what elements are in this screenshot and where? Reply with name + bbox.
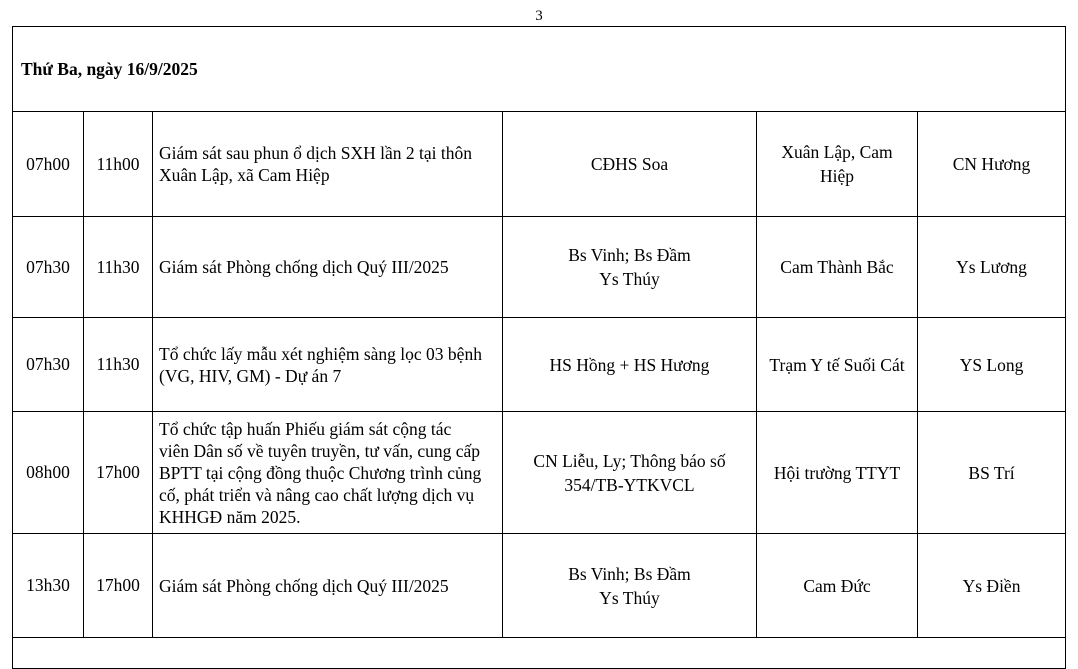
day-heading: Thứ Ba, ngày 16/9/2025 [13, 27, 1066, 112]
location [757, 217, 918, 318]
table-row [13, 217, 1066, 318]
activity-content [153, 112, 503, 217]
activity-content [153, 217, 503, 318]
content-line: (VG, HIV, GM) - Dự án 7 [159, 365, 342, 386]
end-time: 11h30 [84, 318, 153, 412]
content-line: BPTT tại cộng đồng thuộc Chương trình củng [159, 462, 482, 483]
participants-line: Ys Thúy [599, 269, 660, 289]
location-line: Cam Đức [803, 575, 871, 596]
content-line: viên Dân số về tuyên truyền, tư vấn, cung cấp [159, 440, 480, 461]
location-line: Hiệp [819, 166, 855, 186]
participants [503, 534, 757, 638]
location-line: Cam Thành Bắc [780, 257, 894, 277]
in-charge: YS Long [918, 318, 1066, 412]
participants-line: Ys Thúy [599, 587, 660, 608]
location [757, 412, 918, 534]
start-time: 07h00 [13, 112, 84, 217]
start-time: 13h30 [13, 534, 84, 638]
start-time: 08h00 [13, 412, 84, 534]
location [757, 318, 918, 412]
participants-line: Bs Vinh; Bs Đầm [568, 563, 691, 584]
table-row [13, 318, 1066, 412]
content-line: Giám sát Phòng chống dịch Quý III/2025 [159, 575, 449, 596]
participants [503, 318, 757, 412]
start-time: 07h30 [13, 318, 84, 412]
participants-line: CĐHS Soa [590, 154, 669, 174]
table-row [13, 112, 1066, 217]
location-line: Trạm Y tế Suối Cát [769, 354, 905, 375]
content-line: Giám sát Phòng chống dịch Quý III/2025 [159, 257, 449, 277]
end-time: 17h00 [84, 412, 153, 534]
in-charge: Ys Lương [918, 217, 1066, 318]
table-row [13, 412, 1066, 534]
content-line: Tổ chức tập huấn Phiếu giám sát cộng tác [159, 418, 452, 439]
participants-line: 354/TB-YTKVCL [564, 474, 695, 495]
participants [503, 217, 757, 318]
content-line: Giám sát sau phun ổ dịch SXH lần 2 tại thôn [159, 143, 473, 163]
participants [503, 412, 757, 534]
location-line: Hội trường TTYT [773, 462, 901, 483]
empty-cell [13, 638, 1066, 669]
content-line: KHHGĐ năm 2025. [159, 506, 301, 527]
end-time: 11h00 [84, 112, 153, 217]
activity-content [153, 534, 503, 638]
content-line: Tổ chức lấy mẫu xét nghiệm sàng lọc 03 bệnh [159, 343, 482, 364]
start-time: 07h30 [13, 217, 84, 318]
participants-line: CN Liễu, Ly; Thông báo số [533, 450, 726, 471]
table-row-partial [13, 638, 1066, 669]
in-charge: CN Hương [918, 112, 1066, 217]
in-charge: BS Trí [918, 412, 1066, 534]
location [757, 534, 918, 638]
end-time: 17h00 [84, 534, 153, 638]
in-charge: Ys Điền [918, 534, 1066, 638]
content-line: Xuân Lập, xã Cam Hiệp [159, 165, 330, 185]
schedule-table [12, 26, 1066, 669]
table-row [13, 534, 1066, 638]
activity-content [153, 318, 503, 412]
location-line: Xuân Lập, Cam [781, 142, 893, 162]
end-time: 11h30 [84, 217, 153, 318]
page-number: 3 [535, 8, 543, 24]
participants-line: Bs Vinh; Bs Đầm [568, 245, 691, 265]
activity-content [153, 412, 503, 534]
participants-line: HS Hồng + HS Hương [549, 354, 710, 375]
day-heading-row [13, 27, 1066, 112]
content-line: cố, phát triển và nâng cao chất lượng dịch vụ [159, 484, 475, 505]
participants [503, 112, 757, 217]
location [757, 112, 918, 217]
